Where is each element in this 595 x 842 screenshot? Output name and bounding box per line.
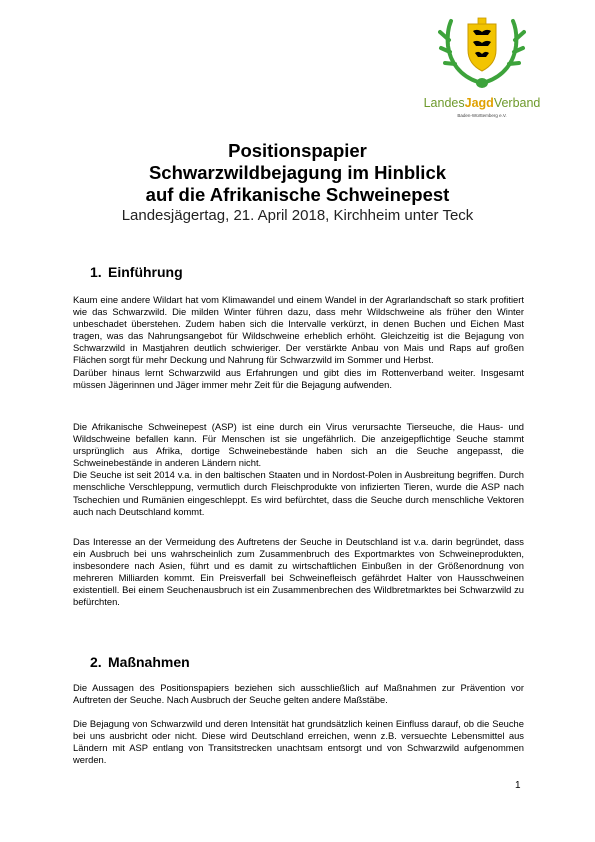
- paragraph-line: Das Interesse an der Vermeidung des Auftretens der Seuche in Deutschland ist v.a. darin begründet, dass ein Ausbruch bei uns wahrscheinlich zum Zusammenbruch des Exportmarktes von Schweineprodukten, insbesondere nach Asien, führt und es damit zu wirtschaftlichen Einbußen in der Größenordnung von mehreren Milliarden kommt. Ein Preisverfall bei Schweinefleisch gefährdet Halter von Hausschweinen existentiell. Bei einem Seuchenausbruch ist ein Zusammenbrechen des Wildbretmarktes bei Schwarzwild zu befürchten.: [73, 536, 524, 608]
- logo-wordmark: [416, 96, 548, 110]
- title-line-1: Positionspapier: [228, 140, 367, 161]
- antler-shield-icon: [438, 16, 526, 94]
- section-title: Maßnahmen: [108, 654, 190, 670]
- logo-wordmark-part1: Landes: [423, 96, 465, 110]
- logo-wordmark-part2: Jagd: [464, 96, 494, 110]
- section-number: 2.: [90, 654, 102, 670]
- paragraph: [73, 718, 524, 766]
- page-number: 1: [515, 780, 521, 791]
- title-line-2: Schwarzwildbejagung im Hinblick: [148, 162, 447, 183]
- logo-wordmark-part3: Verband: [493, 96, 541, 110]
- section-title: Einführung: [108, 264, 183, 280]
- paragraph-line: Darüber hinaus lernt Schwarzwild aus Erfahrungen und gibt dies im Rottenverband weiter. Insgesamt müssen Jägerinnen und Jäger immer mehr Zeit für die Bejagung aufwenden.: [73, 366, 524, 390]
- logo-subline: Baden-Württemberg e.V.: [457, 113, 507, 118]
- section-heading-2: [90, 654, 190, 670]
- paragraph: [73, 682, 524, 706]
- paragraph-line: Kaum eine andere Wildart hat vom Klimawandel und einem Wandel in der Agrarlandschaft so stark profitiert wie das Schwarzwild. Die milden Winter führen dazu, dass mehr Wildschweine als früher den Winter unbeschadet überstehen. Zudem haben sich die Intervalle verkürzt, in denen Buchen und Eichen Mast tragen, was das Nahrungsangebot für Wildschweine erheblich erhöht. Gleichzeitig ist die Bejagung von Schwarzwild in Mastjahren deutlich schwieriger. Der verstärkte Anbau von Mais und Raps auf großen Flächen sorgt für mehr Deckung und Nahrung für Schwarzwild im Sommer und Herbst.: [73, 294, 524, 366]
- section-number: 1.: [90, 264, 102, 280]
- paragraph: [73, 536, 524, 609]
- paragraph: [73, 421, 524, 518]
- paragraph-line: Die Seuche ist seit 2014 v.a. in den baltischen Staaten und in Nordost-Polen in Ausbreitung begriffen. Durch menschliche Verschleppung, vermutlich durch Fleischprodukte von infizierten Tieren, wurde die ASP nach Tschechien und Rumänien eingeschleppt. Es wird befürchtet, dass die Seuche durch menschliche Vektoren auch nach Deutschland kommt.: [73, 469, 524, 517]
- paragraph-line: Die Bejagung von Schwarzwild und deren Intensität hat grundsätzlich keinen Einfluss darauf, ob die Seuche bei uns ausbricht oder nicht. Diese wird Deutschland erreichen, wenn z.B. versuechte Lebensmittel aus Ländern mit ASP entlang von Transitstrecken unachtsam entsorgt und von Schwarzwild aufgenommen werden.: [73, 718, 524, 766]
- paragraph: [73, 294, 524, 391]
- title-line-3: auf die Afrikanische Schweinepest: [145, 184, 450, 205]
- section-heading-1: [90, 264, 183, 280]
- paragraph-line: Die Aussagen des Positionspapiers beziehen sich ausschließlich auf Maßnahmen zur Prävention vor Auftreten der Seuche. Nach Ausbruch der Seuche gelten andere Maßstäbe.: [73, 682, 524, 706]
- logo: [416, 16, 548, 126]
- document-subtitle: Landesjägertag, 21. April 2018, Kirchheim unter Teck: [121, 207, 474, 224]
- paragraph-line: Die Afrikanische Schweinepest (ASP) ist eine durch ein Virus verursachte Tierseuche, die Haus- und Wildschweine befallen kann. Für Menschen ist sie ungefährlich. Die anzeigepflichtige Seuche stammt ursprünglich aus Afrika, dortige Schweinebestände haben sich an die Seuche angepasst, die Schweinebestände in anderen Ländern nicht.: [73, 421, 524, 469]
- title-block: [0, 140, 595, 226]
